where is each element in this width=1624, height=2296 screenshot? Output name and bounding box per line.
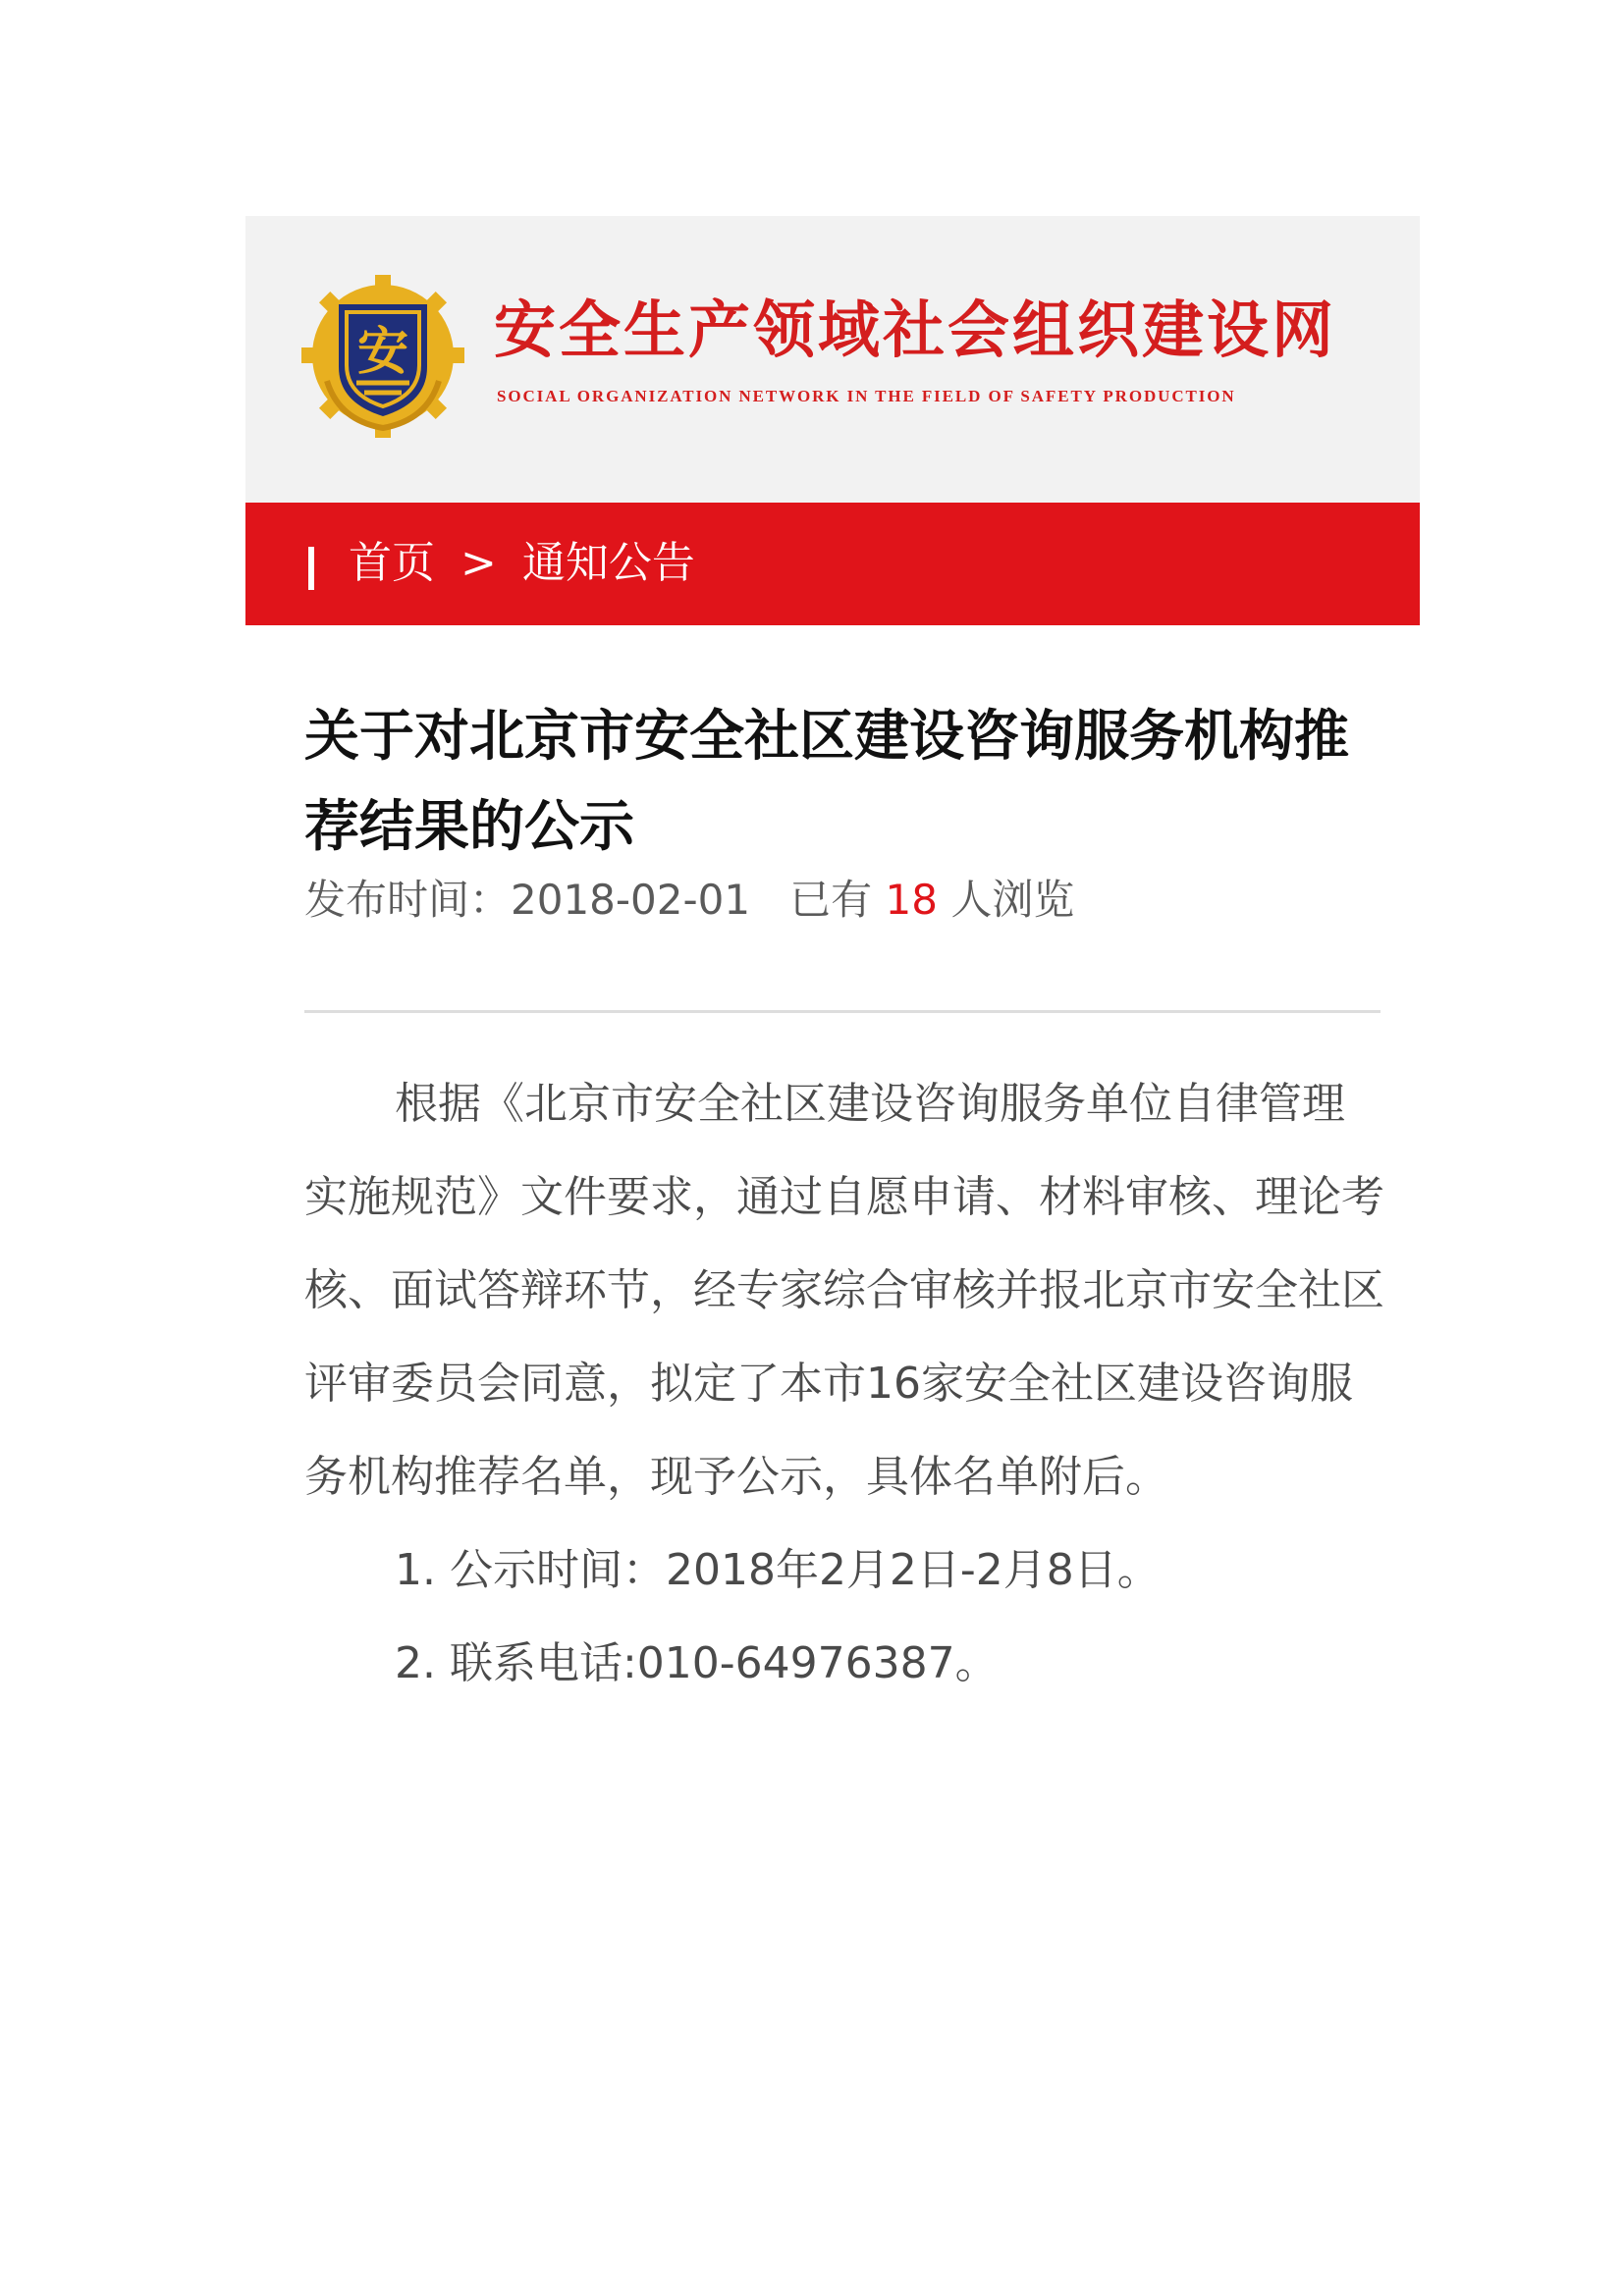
article-meta	[304, 876, 1074, 925]
list-item-publicity-time: 1. 公示时间：2018年2月2日-2月8日。	[395, 1545, 1161, 1595]
views-suffix: 人浏览	[950, 876, 1075, 924]
article-title: 关于对北京市安全社区建设咨询服务机构推荐结果的公示	[304, 705, 1349, 859]
list-item-contact-phone: 2. 联系电话:010-64976387。	[395, 1638, 999, 1688]
publish-time-label: 发布时间：	[304, 876, 512, 924]
breadcrumb-home-link[interactable]: 首页	[349, 538, 435, 588]
article-paragraph: 根据《北京市安全社区建设咨询服务单位自律管理实施规范》文件要求，通过自愿申请、材料审核、理论考核、面试答辩环节，经专家综合审核并报北京市安全社区评审委员会同意，拟定了本市16家安全社区建设咨询服务机构推荐名单，现予公示，具体名单附后。	[304, 1079, 1384, 1502]
site-title[interactable]: 安全生产领域社会组织建设网	[494, 294, 1336, 366]
breadcrumb-marker	[308, 547, 314, 590]
breadcrumb-current-link[interactable]: 通知公告	[521, 538, 695, 588]
breadcrumb-trail	[349, 538, 695, 590]
publish-date: 2018-02-01	[511, 876, 751, 924]
article-body	[304, 1057, 1384, 1710]
meta-divider	[304, 1010, 1380, 1013]
logo-glyph: 安	[356, 322, 409, 382]
breadcrumb	[245, 503, 1420, 625]
site-logo-emblem-icon[interactable]	[299, 273, 466, 442]
breadcrumb-separator: >	[460, 538, 497, 588]
views-prefix: 已有	[789, 876, 873, 924]
page-container	[245, 216, 1420, 1688]
site-subtitle: SOCIAL ORGANIZATION NETWORK IN THE FIELD OF SAFETY PRODUCTION	[497, 387, 1236, 405]
views-count: 18	[885, 876, 938, 924]
site-header	[245, 216, 1420, 503]
